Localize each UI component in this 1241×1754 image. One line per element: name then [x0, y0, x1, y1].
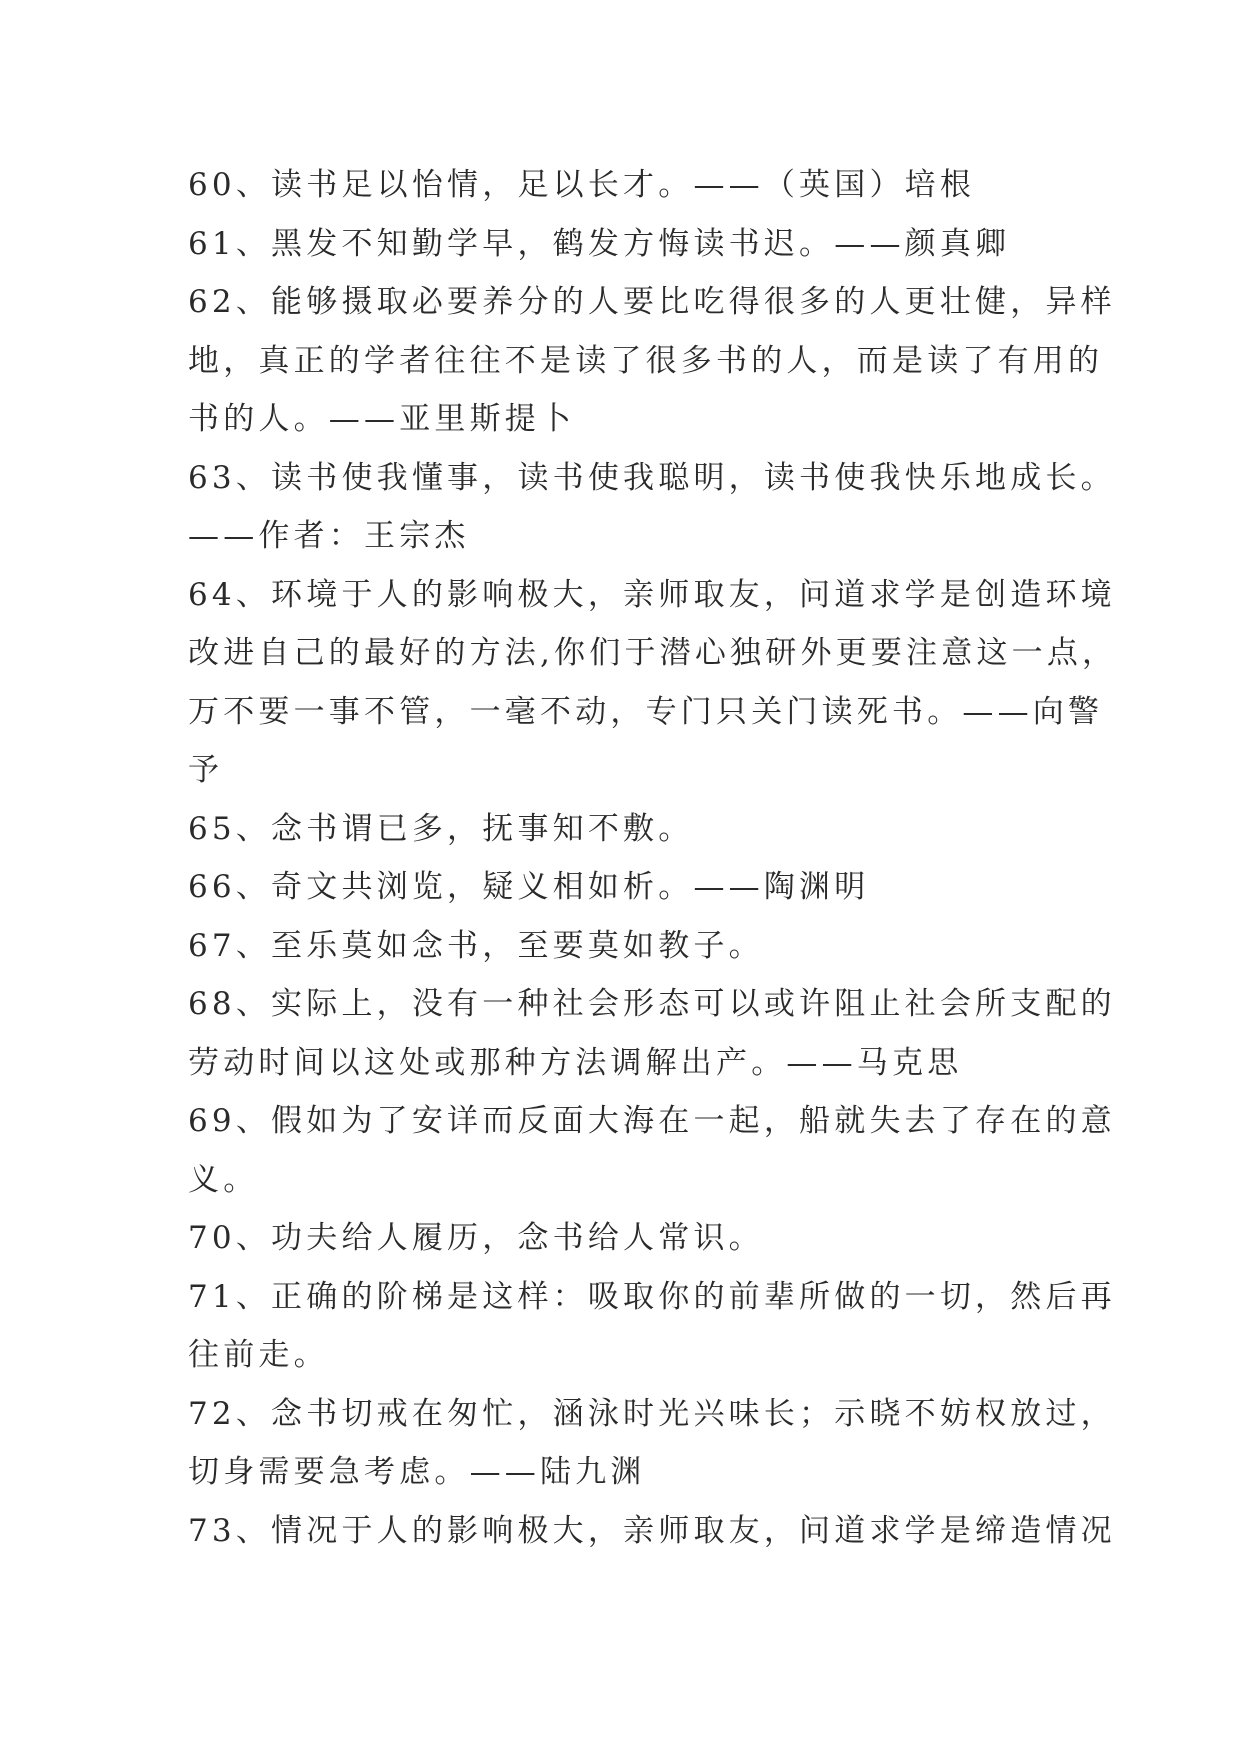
text-line: 66、奇文共浏览，疑义相如析。——陶渊明	[188, 869, 870, 905]
text-line: 61、黑发不知勤学早，鹤发方悔读书迟。——颜真卿	[188, 225, 1011, 262]
text-line: 71、正确的阶梯是这样：吸取你的前辈所做的一切，然后再	[188, 1278, 1116, 1315]
text-line: 64、环境于人的影响极大，亲师取友，问道求学是创造环境	[188, 576, 1116, 613]
text-line: 70、功夫给人履历，念书给人常识。	[188, 1220, 764, 1256]
text-line: 万不要一事不管，一毫不动，专门只关门读死书。——向警	[188, 693, 1104, 730]
text-line: 切身需要急考虑。——陆九渊	[188, 1454, 646, 1490]
text-line: 69、假如为了安详而反面大海在一起，船就失去了存在的意	[188, 1103, 1116, 1139]
text-line: 书的人。——亚里斯提卜	[188, 401, 576, 437]
text-line: 60、读书足以怡情，足以长才。——（英国）培根	[188, 167, 976, 203]
text-line: 73、情况于人的影响极大，亲师取友，问道求学是缔造情况	[188, 1512, 1116, 1549]
text-line: 劳动时间以这处或那种方法调解出产。——马克思	[188, 1044, 963, 1081]
text-line: 68、实际上，没有一种社会形态可以或许阻止社会所支配的	[188, 986, 1116, 1022]
text-line: 67、至乐莫如念书，至要莫如教子。	[188, 927, 764, 964]
text-line: 72、念书切戒在匆忙，涵泳时光兴味长；示晓不妨权放过，	[188, 1395, 1116, 1432]
text-line: ——作者：王宗杰	[188, 518, 470, 554]
text-line: 往前走。	[188, 1337, 329, 1373]
text-line: 改进自己的最好的方法,你们于潜心独研外更要注意这一点，	[188, 635, 1118, 671]
text-line: 地，真正的学者往往不是读了很多书的人，而是读了有用的	[188, 342, 1104, 379]
document-body	[188, 156, 1118, 1560]
text-line: 予	[188, 752, 224, 788]
text-line: 63、读书使我懂事，读书使我聪明，读书使我快乐地成长。	[188, 459, 1116, 496]
text-line: 65、念书谓已多，抚事知不敷。	[188, 810, 694, 847]
text-line: 义。	[188, 1161, 259, 1198]
text-line: 62、能够摄取必要养分的人要比吃得很多的人更壮健，异样	[188, 284, 1116, 320]
